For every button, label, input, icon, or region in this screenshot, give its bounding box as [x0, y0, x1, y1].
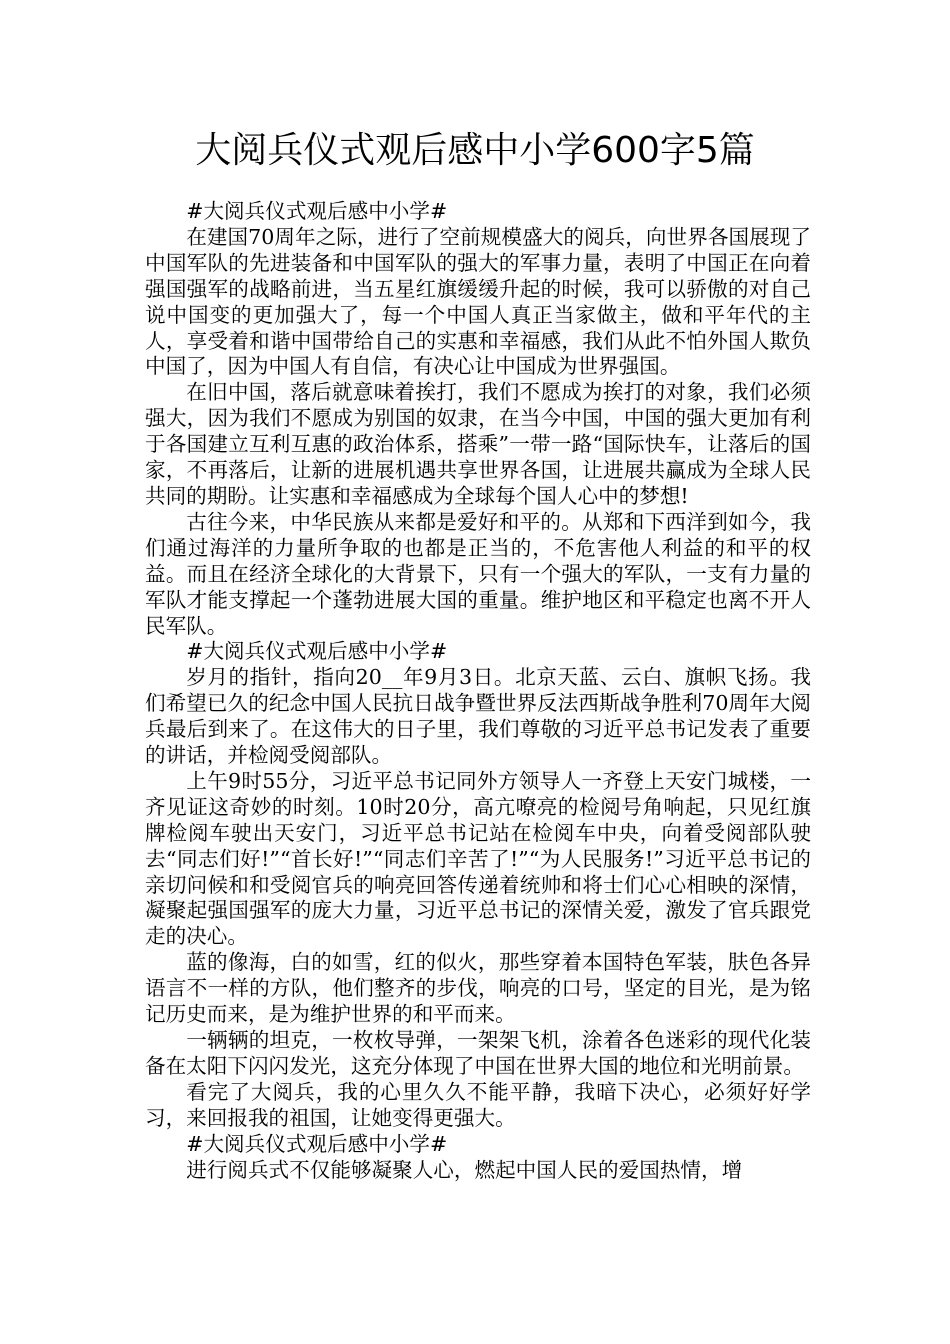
document-title: 大阅兵仪式观后感中小学600字5篇 [195, 130, 755, 171]
paragraph-tag: #大阅兵仪式观后感中小学# [186, 199, 448, 223]
paragraph: 上午9时55分，习近平总书记同外方领导人一齐登上天安门城楼，一齐见证这奇妙的时刻。10时20分，高亢嘹亮的检阅号角响起，只见红旗牌检阅车驶出天安门，习近平总书记站在检阅车中央，向着受阅部队驶去“同志们好!”“首长好!”“同志们辛苦了!”“为人民服务!”习近平总书记的亲切问候和和受阅官兵的响亮回答传递着统帅和将士们心心相映的深情，凝聚起强国强军的庞大力量，习近平总书记的深情关爱，激发了官兵跟党走的决心。 [145, 768, 811, 949]
paragraph: 一辆辆的坦克，一枚枚导弹，一架架飞机，涂着各色迷彩的现代化装备在太阳下闪闪发光，这充分体现了中国在世界大国的地位和光明前景。 [145, 1028, 811, 1078]
paragraph-tag: #大阅兵仪式观后感中小学# [186, 1131, 448, 1156]
paragraph: 在旧中国，落后就意味着挨打，我们不愿成为挨打的对象，我们必须强大，因为我们不愿成为别国的奴隶，在当今中国，中国的强大更加有利于各国建立互利互惠的政治体系，搭乘”一带一路“国际快车，让落后的国家，不再落后，让新的进展机遇共享世界各国，让进展共赢成为全球人民共同的期盼。让实惠和幸福感成为全球每个国人心中的梦想! [145, 380, 811, 508]
paragraph: 看完了大阅兵，我的心里久久不能平静，我暗下决心，必须好好学习，来回报我的祖国，让她变得更强大。 [145, 1079, 811, 1130]
document-body [145, 199, 811, 1183]
paragraph: 岁月的指针，指向20__年9月3日。北京天蓝、云白、旗帜飞扬。我们希望已久的纪念中国人民抗日战争暨世界反法西斯战争胜利70周年大阅兵最后到来了。在这伟大的日子里，我们尊敬的习近平总书记发表了重要的讲话，并检阅受阅部队。 [145, 665, 811, 768]
paragraph: 进行阅兵式不仅能够凝聚人心，燃起中国人民的爱国热情，增 [186, 1157, 743, 1182]
paragraph-tag: #大阅兵仪式观后感中小学# [186, 639, 448, 664]
paragraph: 蓝的像海，白的如雪，红的似火，那些穿着本国特色军装，肤色各异语言不一样的方队，他们整齐的步伐，响亮的口号，坚定的目光，是为铭记历史而来，是为维护世界的和平而来。 [145, 950, 811, 1027]
paragraph: 在建国70周年之际，进行了空前规模盛大的阅兵，向世界各国展现了中国军队的先进装备和中国军队的强大的军事力量，表明了中国正在向着强国强军的战略前进，当五星红旗缓缓升起的时候，我可以骄傲的对自己说中国变的更加强大了，每一个中国人真正当家做主，做和平年代的主人，享受着和谐中国带给自己的实惠和幸福感，我们从此不怕外国人欺负中国了，因为中国人有自信，有决心让中国成为世界强国。 [145, 224, 811, 379]
paragraph: 古往今来，中华民族从来都是爱好和平的。从郑和下西洋到如今，我们通过海洋的力量所争取的也都是正当的，不危害他人利益的和平的权益。而且在经济全球化的大背景下，只有一个强大的军队，一支有力量的军队才能支撑起一个蓬勃进展大国的重量。维护地区和平稳定也离不开人民军队。 [145, 509, 811, 638]
